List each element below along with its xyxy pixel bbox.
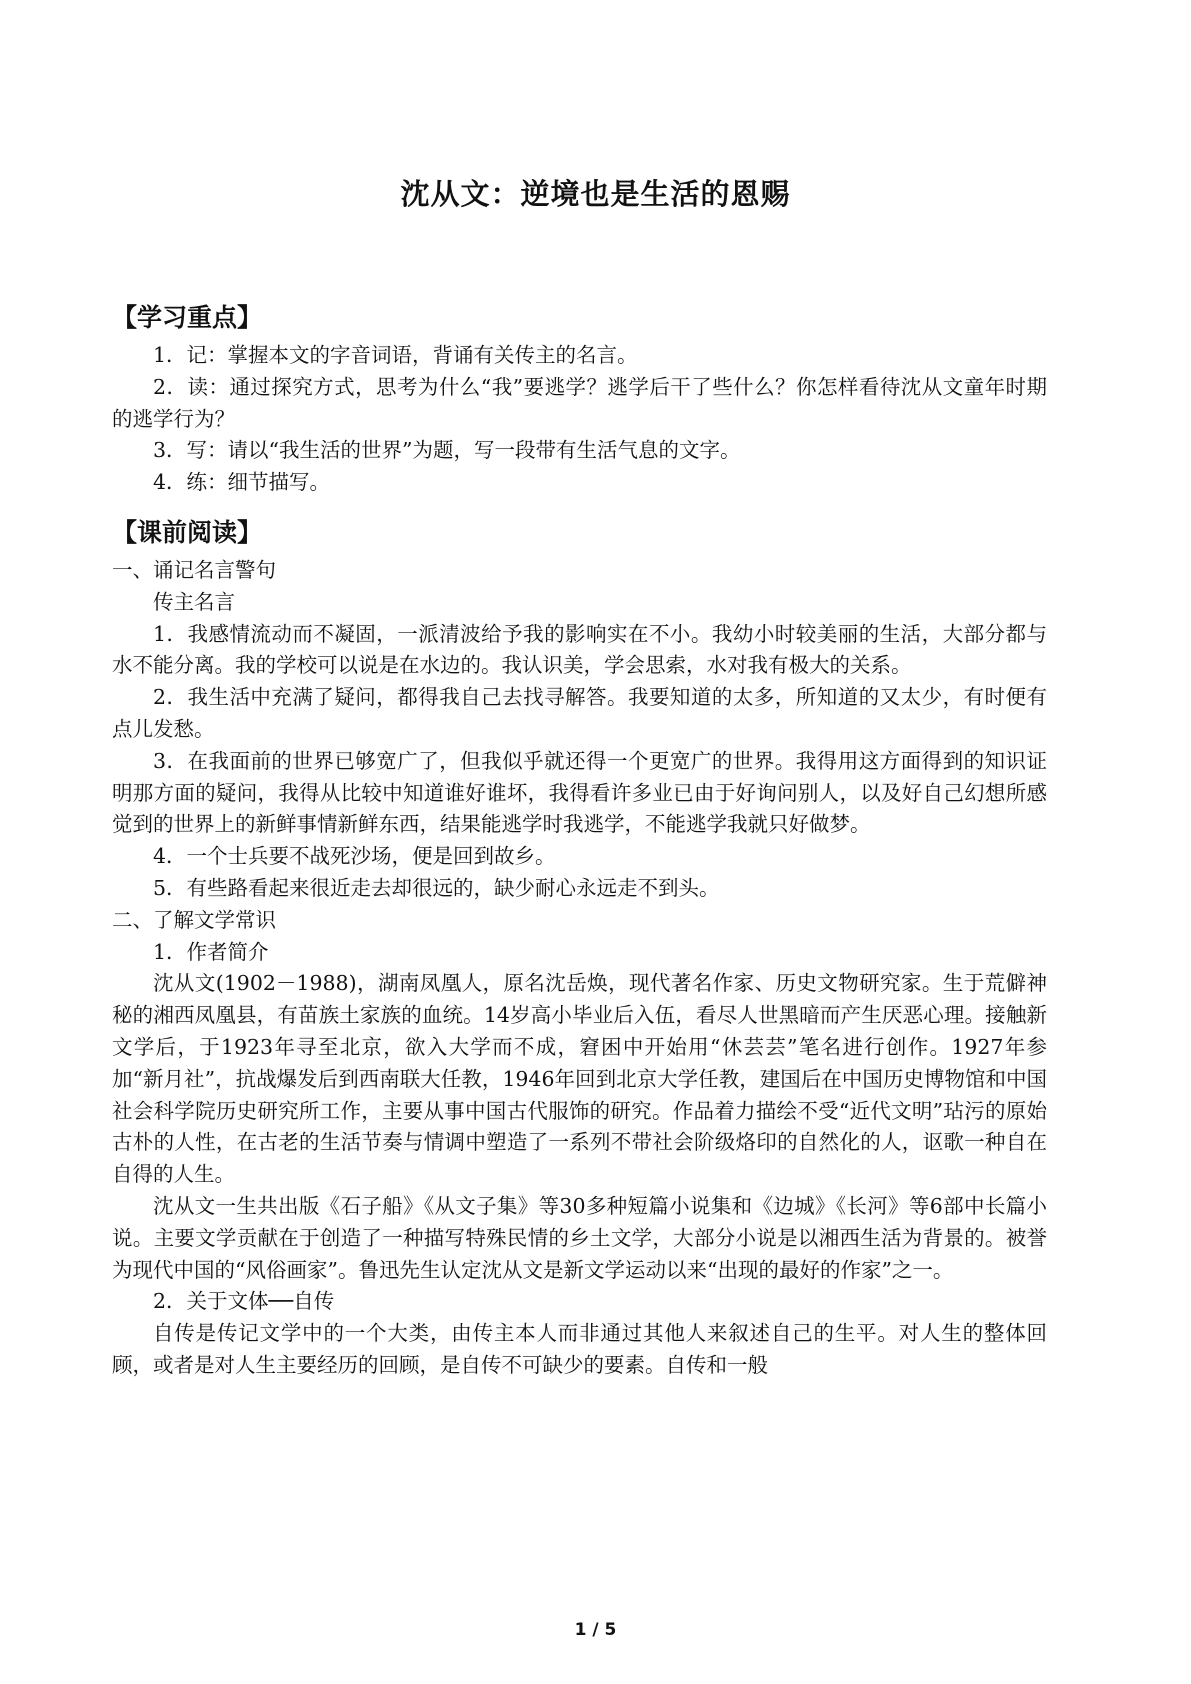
quote-item: 1．我感情流动而不凝固，一派清波给予我的影响实在不小。我幼小时较美丽的生活，大部分都与水不能分离。我的学校可以说是在水边的。我认识美，学会思索，水对我有极大的关系。 (112, 621, 1047, 678)
paragraph: 3．写：请以“我生活的世界”为题，写一段带有生活气息的文字。 (153, 438, 741, 463)
subheading: 2．关于文体──自传 (153, 1289, 335, 1314)
paragraph: 自传是传记文学中的一个大类，由传主本人而非通过其他人来叙述自己的生平。对人生的整体回顾，或者是对人生主要经历的回顾，是自传不可缺少的要素。自传和一般 (112, 1321, 1047, 1377)
paragraph: 2．读：通过探究方式，思考为什么“我”要逃学？逃学后干了些什么？你怎样看待沈从文童年时期的逃学行为？ (112, 374, 1047, 431)
paragraph: 沈从文(1902－1988)，湖南凤凰人，原名沈岳焕，现代著名作家、历史文物研究家。生于荒僻神秘的湘西凤凰县，有苗族土家族的血统。14岁高小毕业后入伍，看尽人世黑暗而产生厌恶心理。接触新文学后，于1923年寻至北京，欲入大学而不成，窘困中开始用“休芸芸”笔名进行创作。1927年参加“新月社”，抗战爆发后到西南联大任教，1946年回到北京大学任教，建国后在中国历史博物馆和中国社会科学院历史研究所工作，主要从事中国古代服饰的研究。作品着力描绘不受“近代文明”玷污的原始古朴的人性，在古老的生活节奏与情调中塑造了一系列不带社会阶级烙印的自然化的人，讴歌一种自在自得的人生。 (112, 971, 1047, 1187)
subheading: 一、诵记名言警句 (112, 557, 276, 582)
subheading: 传主名言 (153, 589, 235, 614)
page-number: 1 / 5 (574, 1620, 617, 1640)
quote-item: 4．一个士兵要不战死沙场，便是回到故乡。 (153, 844, 556, 869)
paragraph: 4．练：细节描写。 (153, 470, 331, 495)
subheading: 二、了解文学常识 (112, 907, 276, 932)
quote-item: 2．我生活中充满了疑问，都得我自己去找寻解答。我要知道的太多，所知道的又太少，有时便有点儿发愁。 (112, 685, 1047, 741)
paragraph: 1．记：掌握本文的字音词语，背诵有关传主的名言。 (153, 343, 638, 367)
paragraph: 沈从文一生共出版《石子船》《从文子集》等30多种短篇小说集和《边城》《长河》等6部中长篇小说。主要文学贡献在于创造了一种描写特殊民情的乡土文学，大部分小说是以湘西生活为背景的。被誉为现代中国的“风俗画家”。鲁迅先生认定沈从文是新文学运动以来“出现的最好的作家”之一。 (112, 1193, 1047, 1282)
quote-item: 5．有些路看起来很近走去却很远的，缺少耐心永远走不到头。 (153, 875, 720, 900)
document-body (112, 300, 1047, 1382)
section-heading-pre-reading: 【课前阅读】 (112, 517, 263, 547)
document-title: 沈从文：逆境也是生活的恩赐 (400, 177, 791, 211)
section-heading-key-points: 【学习重点】 (112, 303, 263, 332)
subheading: 1．作者简介 (153, 939, 269, 964)
quote-item: 3．在我面前的世界已够宽广了，但我似乎就还得一个更宽广的世界。我得用这方面得到的知识证明那方面的疑问，我得从比较中知道谁好谁坏，我得看许多业已由于好询问别人，以及好自己幻想所感觉到的世界上的新鲜事情新鲜东西，结果能逃学时我逃学，不能逃学我就只好做梦。 (112, 748, 1047, 837)
